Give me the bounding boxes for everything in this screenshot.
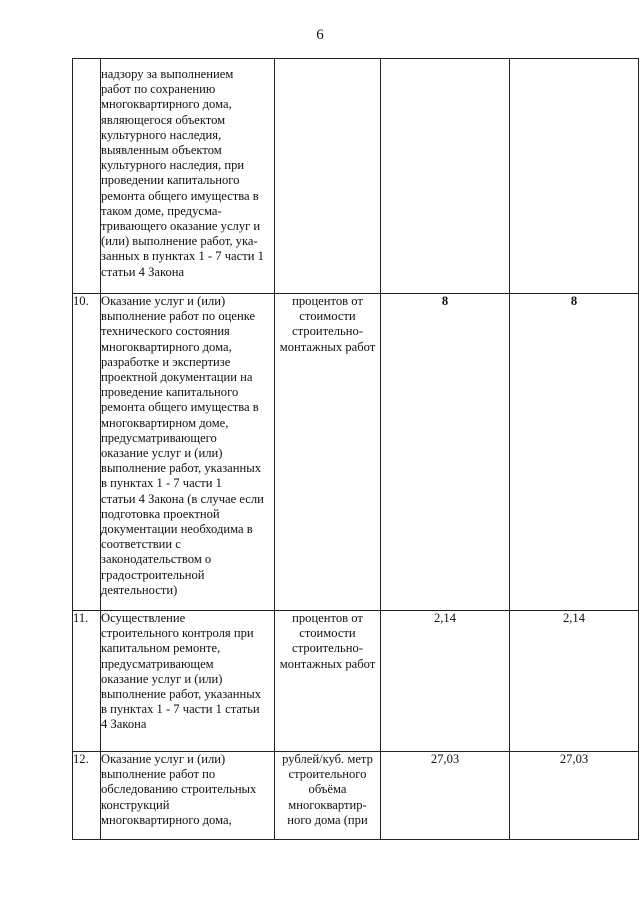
text-line: многоквартирного дома,: [101, 339, 232, 354]
text-line: (или) выполнение работ, ука-: [101, 234, 258, 249]
text-line: многоквартирном доме,: [101, 415, 229, 430]
text-line: подготовка проектной: [101, 506, 220, 521]
text-line: таком доме, предусма-: [101, 203, 222, 218]
text-line: строительно-: [292, 641, 363, 656]
text-line: выполнение работ, указанных: [101, 461, 262, 476]
row-unit: [275, 59, 381, 294]
text-line: оказание услуг и (или): [101, 671, 223, 686]
row-number: 10.: [73, 294, 101, 611]
row-unit: [275, 611, 381, 752]
text-line: статьи 4 Закона: [101, 264, 185, 279]
text-line: ремонта общего имущества в: [101, 400, 259, 415]
row-number: 11.: [73, 611, 101, 752]
text-line: предусматривающего: [101, 430, 217, 445]
row-number: [73, 59, 101, 294]
text-line: обследованию строительных: [101, 782, 257, 797]
text-line: занных в пунктах 1 - 7 части 1: [101, 249, 264, 264]
text-line: процентов от: [292, 294, 363, 308]
page-number: 6: [316, 27, 324, 43]
row-value-2: [510, 59, 639, 294]
text-line: разработке и экспертизе: [101, 354, 231, 369]
text-line: рублей/куб. метр: [282, 752, 373, 766]
row-value-2: 8: [510, 294, 639, 611]
row-description: [101, 294, 275, 611]
text-line: 4 Закона: [101, 717, 147, 732]
text-line: соответствии с: [101, 537, 181, 552]
text-line: выполнение работ по оценке: [101, 309, 256, 324]
text-line: монтажных работ: [279, 339, 376, 354]
text-line: многоквартирного дома,: [101, 97, 232, 112]
text-line: проектной документации на: [101, 370, 253, 385]
text-line: объёма: [308, 782, 347, 797]
text-line: культурного наследия, при: [101, 158, 245, 173]
table-row-10: [73, 294, 639, 611]
text-line: строительного контроля при: [101, 626, 254, 641]
text-line: монтажных работ: [279, 656, 376, 671]
text-line: предусматривающем: [101, 656, 214, 671]
text-line: многоквартирного дома,: [101, 812, 232, 827]
text-line: Осуществление: [101, 611, 186, 625]
row-description: [101, 752, 275, 840]
text-line: выявленным объектом: [101, 143, 222, 158]
text-line: в пунктах 1 - 7 части 1 статьи: [101, 702, 260, 717]
row-value-2: 27,03: [510, 752, 639, 840]
text-line: тривающего оказание услуг и: [101, 219, 261, 234]
table-row-12: [73, 752, 639, 840]
row-number: 12.: [73, 752, 101, 840]
text-line: ного дома (при: [287, 812, 368, 827]
row-value-1: [381, 59, 510, 294]
row-description: [101, 611, 275, 752]
text-line: проведение капитального: [101, 385, 239, 400]
text-line: выполнение работ, указанных: [101, 687, 262, 702]
text-line: процентов от: [292, 611, 363, 625]
text-line: конструкций: [101, 797, 170, 812]
text-line: строительного: [288, 767, 367, 782]
text-line: деятельности): [101, 582, 178, 597]
table-row-11: [73, 611, 639, 752]
text-line: проведении капитального: [101, 173, 240, 188]
text-line: надзору за выполнением: [101, 67, 234, 81]
row-value-2: 2,14: [510, 611, 639, 752]
text-line: капитальном ремонте,: [101, 641, 221, 656]
text-line: Оказание услуг и (или): [101, 294, 226, 308]
text-line: многоквартир-: [288, 797, 367, 812]
tariff-table: [72, 58, 639, 840]
text-line: статьи 4 Закона (в случае если: [101, 491, 264, 506]
text-line: законодательством о: [101, 552, 212, 567]
row-unit: [275, 294, 381, 611]
text-line: в пунктах 1 - 7 части 1: [101, 476, 222, 491]
row-value-1: 2,14: [381, 611, 510, 752]
row-unit: [275, 752, 381, 840]
text-line: документации необходима в: [101, 522, 253, 537]
row-description: [101, 59, 275, 294]
text-line: являющегося объектом: [101, 112, 226, 127]
text-line: стоимости: [299, 626, 356, 641]
row-value-1: 27,03: [381, 752, 510, 840]
row-value-1: 8: [381, 294, 510, 611]
text-line: работ по сохранению: [101, 82, 216, 97]
text-line: ремонта общего имущества в: [101, 188, 259, 203]
text-line: Оказание услуг и (или): [101, 752, 226, 766]
text-line: градостроительной: [101, 567, 205, 582]
text-line: культурного наследия,: [101, 127, 222, 142]
table-row-continuation: [73, 59, 639, 294]
text-line: выполнение работ по: [101, 767, 216, 782]
text-line: строительно-: [292, 324, 363, 339]
text-line: стоимости: [299, 309, 356, 324]
text-line: технического состояния: [101, 324, 230, 339]
text-line: оказание услуг и (или): [101, 446, 223, 461]
